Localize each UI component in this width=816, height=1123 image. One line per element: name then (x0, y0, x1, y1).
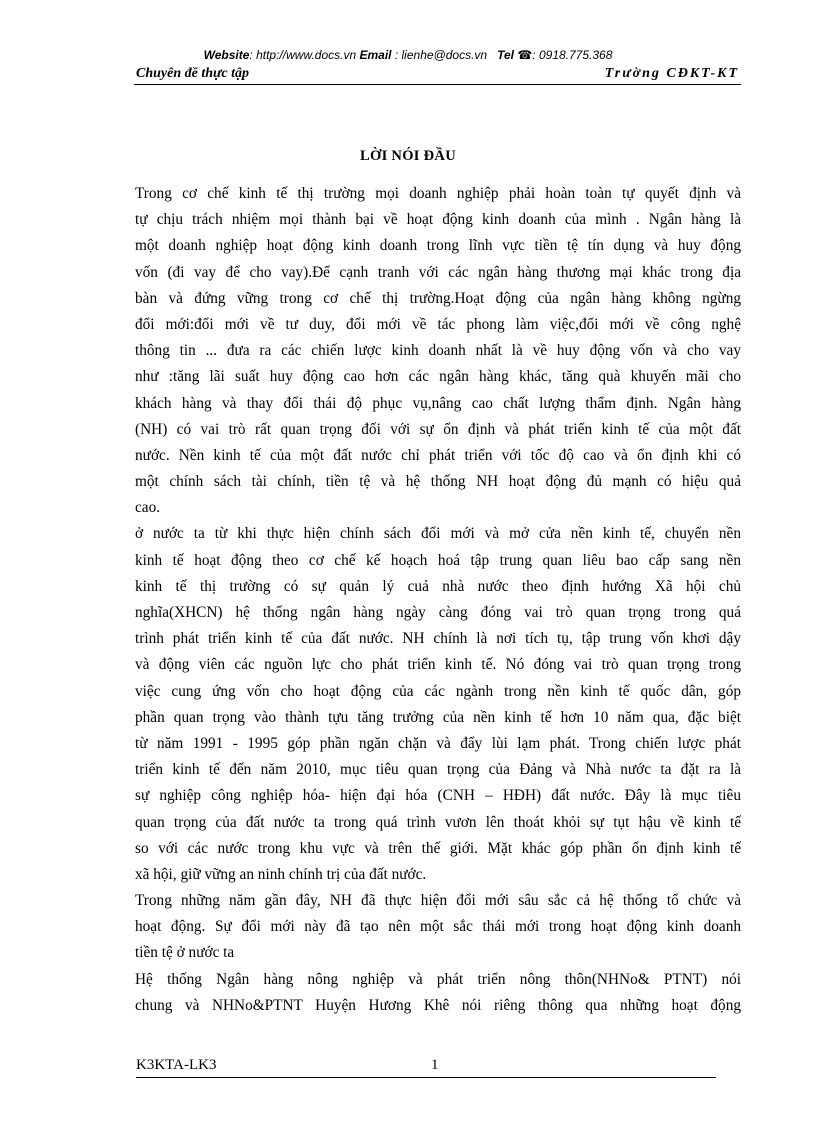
text-line: từ năm 1991 - 1995 góp phần ngăn chặn và đẩy lùi lạm phát. Trong chiến lược phát (135, 734, 741, 752)
website-value: : http://www.docs.vn (249, 48, 357, 62)
phone-icon: ☎ (517, 48, 533, 62)
text-line: bàn và đứng vững trong cơ chế thị trường.Hoạt động của ngân hàng không ngừng (135, 289, 741, 307)
text-line: quan trọng của đất nước ta trong quá trình vươn lên thoát khỏi sự tụt hậu về kinh tế (135, 813, 741, 831)
website-label: Website (203, 48, 250, 62)
text-line: Trong cơ chế kinh tế thị trường mọi doanh nghiệp phải hoàn toàn tự quyết định và (135, 185, 741, 202)
text-line: Hệ thống Ngân hàng nông nghiệp và phát triển nông thôn(NHNo& PTNT) nói (135, 970, 741, 988)
text-line: trình phát triển kinh tế của đất nước. NH chính là nơi tích tụ, tập trung vốn khơi dậy (135, 630, 741, 648)
text-line: hoạt động. Sự đổi mới này đã tạo nên một sắc thái mới trong hoạt động kinh doanh (135, 918, 741, 936)
text-line: so với các nước trong khu vực và trên thế giới. Mặt khác góp phần ổn định kinh tế (135, 839, 741, 857)
text-line: đổi mới:đổi mới về tư duy, đổi mới về tác phong làm việc,đổi mới về công nghệ (135, 315, 741, 333)
text-line: vốn (đi vay để cho vay).Để cạnh tranh với các ngân hàng thương mại khác trong địa (135, 263, 741, 281)
text-line: việc cung ứng vốn cho hoạt động của các ngành trong nền kinh tế quốc dân, góp (135, 682, 741, 700)
tel-label: Tel (497, 48, 514, 62)
text-line: xã hội, giữ vững an ninh chính trị của đất nước. (135, 865, 427, 883)
text-line: thông tin ... đưa ra các chiến lược kinh doanh nhất là về huy động vốn và cho vay (135, 342, 741, 360)
text-line: kinh tế hoạt động theo cơ chế kế hoạch hoá tập trung quan liêu bao cấp sang nền (135, 551, 741, 569)
text-line: tiền tệ ở nước ta (135, 944, 235, 962)
header-left-text: Chuyên đề thực tập (136, 66, 250, 81)
text-line: khách hàng và thay đổi thái độ phục vụ,nâng cao chất lượng thẩm định. Ngân hàng (135, 394, 741, 412)
text-line: sự nghiệp công nghiệp hóa- hiện đại hóa (CNH – HĐH) đất nước. Đây là mục tiêu (135, 787, 741, 805)
website-line (0, 48, 816, 62)
text-line: kinh tế thị trường có sự quản lý cuả nhà nước theo định hướng Xã hội chủ (135, 577, 741, 595)
text-line: triển kinh tế đến năm 2010, mục tiêu quan trọng của Đảng và Nhà nước ta đặt ra là (135, 761, 741, 779)
text-line: Trong những năm gần đây, NH đã thực hiện đổi mới sâu sắc cả hệ thống tổ chức và (135, 892, 741, 910)
text-line: ở nước ta từ khi thực hiện chính sách đổi mới và mở cửa nền kinh tế, chuyển nền (135, 525, 741, 543)
email-value: : lienhe@docs.vn (394, 48, 488, 62)
text-line: tự chịu trách nhiệm mọi thành bại về hoạt động kinh doanh của mình . Ngân hàng là (135, 211, 741, 229)
text-line: một chính sách tài chính, tiền tệ và hệ thống NH hoạt động đủ mạnh có hiệu quả (135, 473, 741, 491)
email-label: Email (359, 48, 392, 62)
text-line: một doanh nghiệp hoạt động kinh doanh trong lĩnh vực tiền tệ tín dụng và huy động (135, 237, 741, 255)
text-line: nghĩa(XHCN) hệ thống ngân hàng ngày càng đóng vai trò quan trọng trong quá (135, 604, 741, 621)
page-number: 1 (431, 1057, 439, 1073)
text-line: nước. Nền kinh tế của một đất nước chỉ phát triển với tốc độ cao và ổn định khi có (135, 446, 741, 464)
body-text (135, 181, 741, 1019)
page-header (134, 64, 741, 85)
text-line: chung và NHNo&PTNT Huyện Hương Khê nói riêng thông qua những hoạt động (135, 996, 741, 1014)
text-line: và động viên các nguồn lực cho phát triển kinh tế. Nó đóng vai trò quan trọng trong (135, 656, 741, 674)
page-footer (136, 1057, 716, 1078)
header-right-text: Trường CĐKT-KT (604, 66, 739, 81)
text-line: như :tăng lãi suất huy động cao hơn các ngân hàng khác, tăng quà khuyến mãi cho (135, 368, 741, 386)
tel-value: : 0918.775.368 (532, 48, 613, 62)
footer-class-code: K3KTA-LK3 (136, 1057, 217, 1073)
text-line: phần quan trọng vào thành tựu tăng trưởng của nền kinh tế hơn 10 năm qua, đặc biệt (135, 708, 741, 726)
page-title: LỜI NÓI ĐẦU (360, 148, 456, 164)
text-line: (NH) có vai trò rất quan trọng đối với sự ổn định và phát triển kinh tế của một đất (135, 420, 741, 438)
text-line: cao. (135, 499, 161, 517)
